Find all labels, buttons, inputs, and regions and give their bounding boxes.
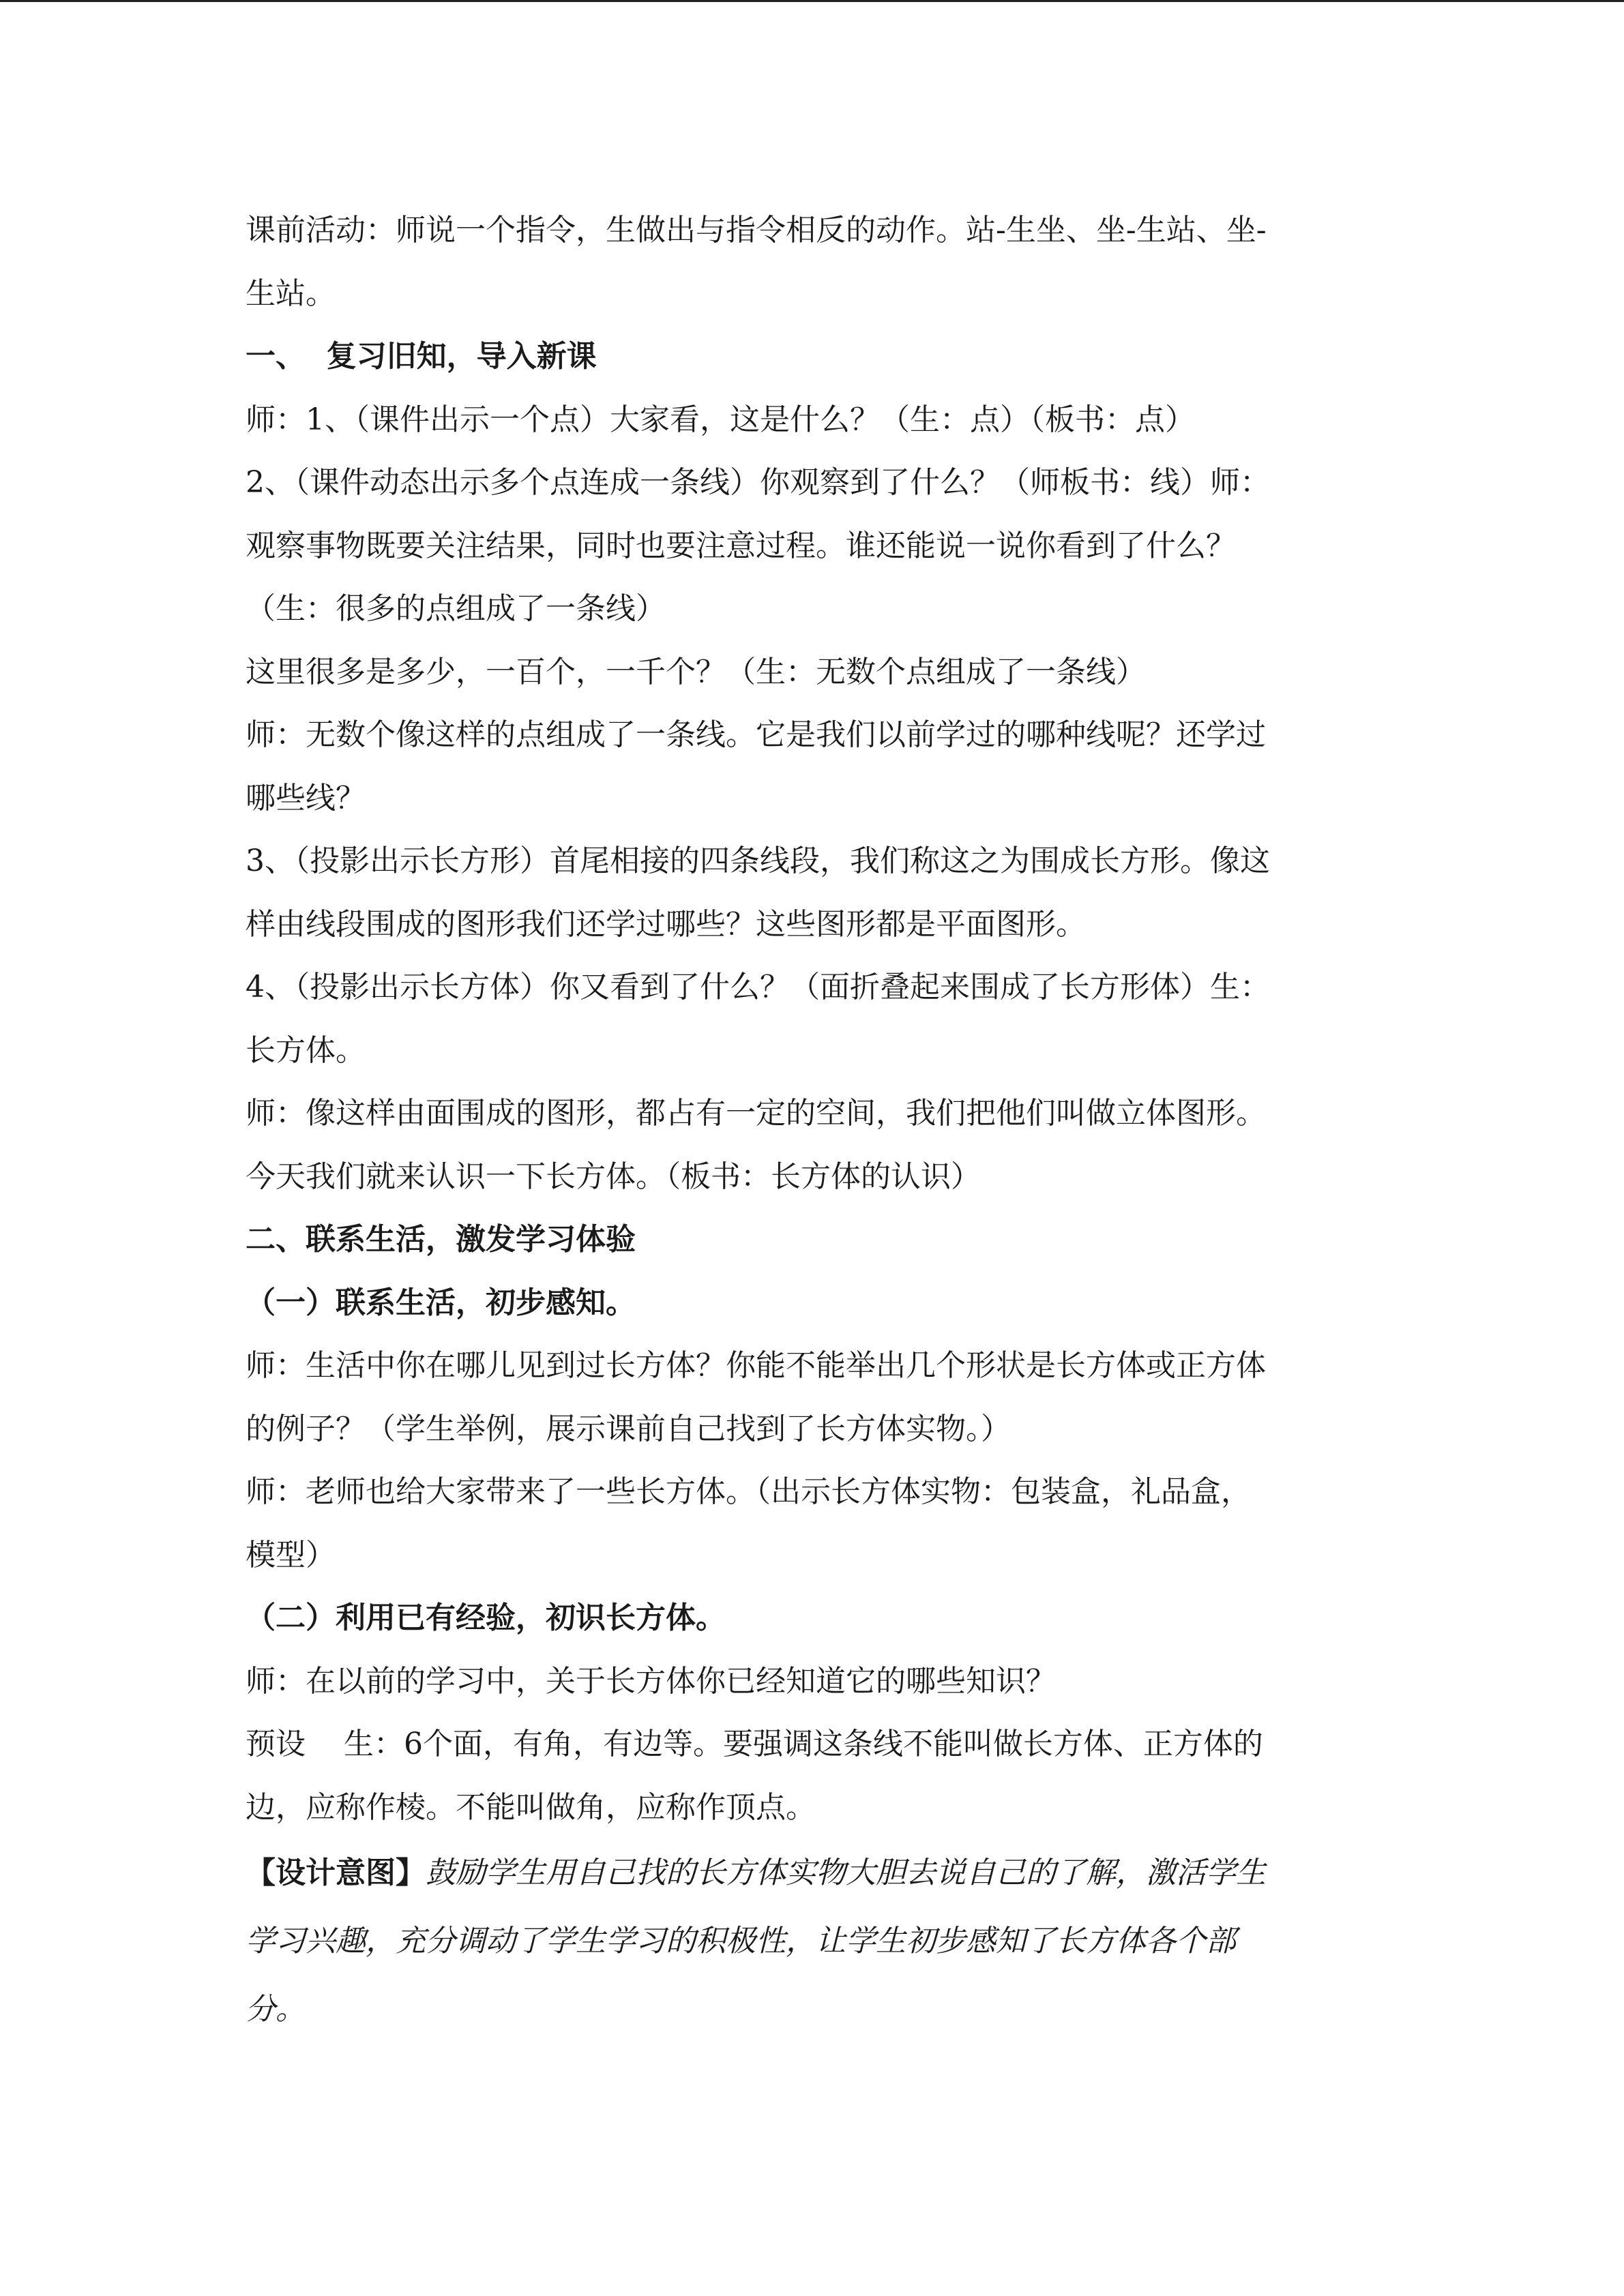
section2-sub1-line: 师：生活中你在哪儿见到过长方体？你能不能举出几个形状是长方体或正方体 (246, 1348, 1266, 1383)
section1-line: （生：很多的点组成了一条线） (246, 591, 666, 626)
pre-class-line-2: 生站。 (246, 275, 336, 311)
section1-line: 2、（课件动态出示多个点连成一条线）你观察到了什么？（师板书：线）师： (246, 465, 1270, 500)
section2-heading: 二、联系生活，激发学习体验 (246, 1222, 636, 1257)
section1-line: 师：无数个像这样的点组成了一条线。它是我们以前学过的哪种线呢？还学过 (246, 717, 1266, 752)
section1-line: 这里很多是多少，一百个，一千个？（生：无数个点组成了一条线） (246, 654, 1146, 689)
lesson-content (246, 199, 1391, 2044)
pre-class-line-1: 课前活动：师说一个指令，生做出与指令相反的动作。站-生坐、坐-生站、坐- (246, 213, 1267, 248)
section1-line: 4、（投影出示长方体）你又看到了什么？（面折叠起来围成了长方形体）生： (246, 970, 1270, 1004)
design-intent-line-3: 分。 (246, 1992, 306, 2027)
section1-line: 哪些线？ (246, 780, 366, 816)
section1-line: 长方体。 (246, 1032, 366, 1068)
design-intent-block (246, 1839, 1391, 2044)
section2-sub1-heading: （一）联系生活，初步感知。 (246, 1285, 636, 1320)
section2-sub2-heading: （二）利用已有经验，初识长方体。 (246, 1600, 726, 1635)
design-intent-line-1 (246, 1839, 1391, 1907)
section1-heading: 一、 复习旧知，导入新课 (246, 339, 597, 374)
section1-line: 3、（投影出示长方形）首尾相接的四条线段，我们称这之为围成长方形。像这 (246, 844, 1270, 878)
section2-sub1-line: 模型） (246, 1537, 336, 1572)
section2-sub2-line: 边，应称作棱。不能叫做角，应称作顶点。 (246, 1789, 816, 1825)
section1-line: 样由线段围成的图形我们还学过哪些？这些图形都是平面图形。 (246, 906, 1086, 942)
section1-line: 师：1、（课件出示一个点）大家看，这是什么？（生：点）（板书：点） (246, 402, 1195, 437)
top-border-line (0, 0, 1624, 2)
section2-sub1-line: 的例子？（学生举例，展示课前自己找到了长方体实物。） (246, 1411, 1011, 1446)
section2-sub1-line: 师：老师也给大家带来了一些长方体。（出示长方体实物：包装盒，礼品盒， (246, 1474, 1251, 1509)
section1-line: 观察事物既要关注结果，同时也要注意过程。谁还能说一说你看到了什么？ (246, 528, 1236, 563)
design-intent-line-2: 学习兴趣，充分调动了学生学习的积极性，让学生初步感知了长方体各个部 (246, 1924, 1236, 1958)
section1-line: 师：像这样由面围成的图形，都占有一定的空间，我们把他们叫做立体图形。 (246, 1096, 1266, 1131)
design-intent-text: 鼓励学生用自己找的长方体实物大胆去说自己的了解，激活学生 (426, 1855, 1266, 1890)
section2-sub2-line: 预设 生：6个面，有角，有边等。要强调这条线不能叫做长方体、正方体的 (246, 1727, 1263, 1761)
section1-line: 今天我们就来认识一下长方体。（板书：长方体的认识） (246, 1159, 981, 1194)
section2-sub2-line: 师：在以前的学习中，关于长方体你已经知道它的哪些知识？ (246, 1663, 1056, 1699)
design-intent-label: 【设计意图】 (246, 1855, 426, 1890)
